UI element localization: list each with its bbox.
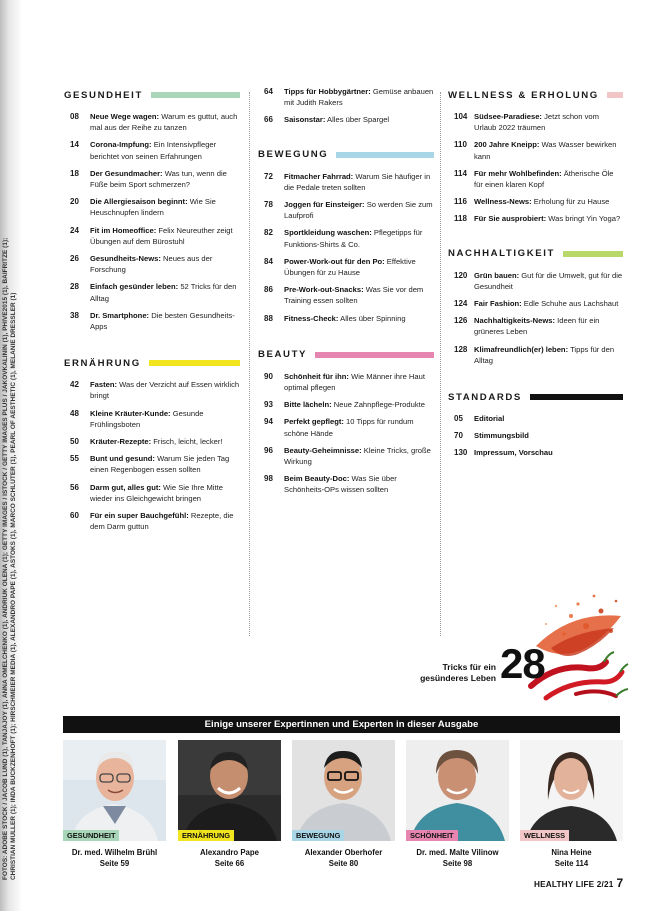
section-gesundheit <box>64 86 240 332</box>
expert-page: Seite 80 <box>328 858 359 868</box>
toc-entry-text <box>470 270 623 292</box>
toc-entry-title: Beauty-Geheimnisse: <box>284 445 362 455</box>
toc-entry <box>448 344 623 366</box>
expert-photo <box>178 740 281 841</box>
toc-entry-text <box>86 310 240 332</box>
toc-entry-description: Alles über Spinning <box>338 313 406 323</box>
toc-entry-text <box>280 199 434 221</box>
toc-page-number: 78 <box>264 200 273 210</box>
toc-entry-description: Gemüse anbauen mit Judith Rakers <box>284 87 434 108</box>
toc-entry-title: Dr. Smartphone: <box>90 310 150 320</box>
expert-caption <box>520 848 623 869</box>
section-header <box>448 388 623 406</box>
toc-entry <box>258 371 434 393</box>
toc-entry <box>448 111 623 133</box>
toc-entry <box>448 196 623 207</box>
toc-column-left <box>64 86 240 548</box>
column-divider <box>249 92 250 636</box>
toc-entry <box>64 139 240 161</box>
toc-entry-title: Einfach gesünder leben: <box>90 282 179 292</box>
toc-entry <box>258 399 434 410</box>
toc-entry-text <box>86 408 240 430</box>
toc-page-number: 90 <box>264 371 273 381</box>
toc-entry-title: Editorial <box>474 414 505 424</box>
toc-page-number: 66 <box>264 115 273 125</box>
toc-entry-description: Wie Sie Heuschnupfen lindern <box>90 197 216 218</box>
toc-entry-text <box>86 168 240 190</box>
toc-entry-description: Edle Schuhe aus Lachshaut <box>521 299 619 309</box>
toc-entry-title: Stimmungsbild <box>474 431 529 441</box>
toc-entry-description: 10 Tipps für rundum schöne Hände <box>284 417 414 438</box>
column-divider <box>440 92 441 636</box>
toc-entry-text <box>86 196 240 218</box>
section-nachhaltigkeit <box>448 245 623 366</box>
toc-entry-text <box>86 281 240 303</box>
toc-entry <box>258 227 434 249</box>
toc-page-number: 116 <box>454 197 467 207</box>
toc-entry <box>448 298 623 309</box>
portrait-illustration <box>178 740 281 841</box>
toc-entry-description: Gesunde Frühlingsboten <box>90 408 204 429</box>
toc-entry-title: Corona-Impfung: <box>90 140 152 150</box>
toc-entry-description: Was Sie über Schönheits-OPs wissen sollten <box>284 474 397 495</box>
toc-entry-description: Kleine Tricks, große Wirkung <box>284 445 431 467</box>
toc-entry <box>64 310 240 332</box>
toc-entry <box>64 168 240 190</box>
toc-entry-text <box>470 196 609 207</box>
toc-entry-description: Gut für die Umwelt, gut für die Gesundheit <box>474 270 623 291</box>
section-garden <box>258 86 434 126</box>
toc-entry-description: Was tun, wenn die Füße beim Sport schmerzen? <box>90 168 227 190</box>
toc-entry-title: Pre-Work-out-Snacks: <box>284 285 364 295</box>
toc-entry-text <box>86 436 223 447</box>
toc-entry-text <box>280 445 434 467</box>
expert-caption <box>406 848 509 869</box>
toc-entry-description: Effektive Übungen für zu Hause <box>284 256 416 278</box>
toc-page-number: 26 <box>70 254 79 264</box>
toc-entry-description: Wie Männer ihre Haut optimal pflegen <box>284 371 425 393</box>
toc-entry <box>258 256 434 278</box>
toc-entry <box>258 86 434 108</box>
toc-column-middle <box>258 86 434 512</box>
toc-entry <box>448 139 623 161</box>
toc-entry-title: Power-Work-out für den Po: <box>284 256 385 266</box>
toc-page-number: 42 <box>70 380 79 390</box>
toc-entry-text <box>86 510 240 532</box>
toc-entry-text <box>86 379 240 401</box>
toc-entry-text <box>470 447 553 458</box>
section-color-bar <box>563 251 623 257</box>
section-color-bar <box>530 394 623 400</box>
toc-page-number: 128 <box>454 344 468 354</box>
toc-entry-text <box>280 473 434 495</box>
toc-entry-text <box>470 139 623 161</box>
toc-entry-text <box>280 284 434 306</box>
section-title: GESUNDHEIT <box>64 89 143 101</box>
toc-page-number: 08 <box>70 112 79 121</box>
page-footer <box>534 876 623 890</box>
toc-entry-description: Was Wasser bewirken kann <box>474 140 617 161</box>
section-color-bar <box>149 360 240 366</box>
portrait-illustration <box>292 740 395 841</box>
expert-card <box>178 740 281 869</box>
toc-entry <box>258 473 434 495</box>
expert-page: Seite 59 <box>99 858 130 868</box>
toc-page-number: 18 <box>70 168 79 178</box>
toc-entry <box>64 453 240 475</box>
toc-entry-description: Neue Zahnpflege-Produkte <box>331 400 425 410</box>
toc-entry <box>64 379 240 401</box>
toc-entry-text <box>470 430 529 441</box>
toc-entry-title: Klimafreundlich(er) leben: <box>474 344 569 354</box>
section-bewegung <box>258 146 434 324</box>
toc-entry-description: Erholung für zu Hause <box>531 197 610 207</box>
toc-page-number: 86 <box>264 285 273 295</box>
toc-entry-description: Was der Verzicht auf Essen wirklich bringt <box>90 380 240 401</box>
expert-photo <box>406 740 509 841</box>
toc-page-number: 70 <box>454 431 463 441</box>
toc-entry-title: Beim Beauty-Doc: <box>284 474 350 484</box>
toc-entry-title: 200 Jahre Kneipp: <box>474 140 540 150</box>
toc-page-number: 120 <box>454 270 468 280</box>
toc-entry-title: Kräuter-Rezepte: <box>90 437 152 447</box>
expert-page: Seite 98 <box>442 858 473 868</box>
toc-entry-text <box>470 298 618 309</box>
toc-entry <box>64 510 240 532</box>
toc-entry-title: Saisonstar: <box>284 115 326 125</box>
toc-entry-description: Ein Intensivpfleger berichtet von seinen Erfahrungen <box>90 140 217 161</box>
section-header <box>258 146 434 164</box>
toc-entry-description: Warum Sie jeden Tag einen Regenbogen essen sollten <box>90 454 230 475</box>
section-header <box>448 245 623 263</box>
toc-page-number: 126 <box>454 316 468 326</box>
toc-entry-text <box>280 416 434 438</box>
toc-entry-title: Für Sie ausprobiert: <box>474 214 547 224</box>
toc-entry <box>258 199 434 221</box>
toc-page-number: 130 <box>454 448 468 458</box>
toc-entry-text <box>86 453 240 475</box>
toc-entry-title: Kleine Kräuter-Kunde: <box>90 408 171 418</box>
toc-entry <box>64 408 240 430</box>
toc-entry-title: Der Gesundmacher: <box>90 168 163 178</box>
toc-page-number: 56 <box>70 482 79 492</box>
toc-entry-title: Grün bauen: <box>474 270 520 280</box>
toc-entry-title: Fit im Homeoffice: <box>90 225 157 235</box>
section-header <box>448 86 623 104</box>
section-title: NACHHALTIGKEIT <box>448 248 555 260</box>
experts-row <box>63 740 623 870</box>
toc-entry <box>448 447 623 458</box>
photo-credits <box>2 120 38 880</box>
toc-page-number: 60 <box>70 511 79 521</box>
toc-entry-title: Darm gut, alles gut: <box>90 482 161 492</box>
toc-entry-text <box>280 371 434 393</box>
toc-entry <box>64 482 240 504</box>
toc-page-number: 28 <box>70 282 79 292</box>
expert-page: Seite 114 <box>554 858 589 868</box>
toc-entry <box>64 253 240 275</box>
expert-name: Alexandro Pape <box>200 848 259 857</box>
expert-card <box>63 740 166 869</box>
toc-entry-description: Ideen für ein grüneres Leben <box>474 316 600 337</box>
toc-entry <box>64 436 240 447</box>
toc-page-number: 20 <box>70 197 79 207</box>
toc-entry-description: Frisch, leicht, lecker! <box>151 437 223 447</box>
section-header <box>64 86 240 104</box>
toc-entry-title: Südsee-Paradiese: <box>474 112 542 121</box>
toc-entry-title: Fasten: <box>90 380 118 390</box>
expert-caption <box>178 848 281 869</box>
expert-category-tag: GESUNDHEIT <box>63 830 119 841</box>
toc-page-number: 93 <box>264 400 273 410</box>
toc-page-number: 104 <box>454 112 468 121</box>
toc-entry <box>258 313 434 324</box>
toc-entry <box>258 416 434 438</box>
toc-entry <box>448 430 623 441</box>
teaser-number: 28 <box>500 640 545 687</box>
expert-photo <box>63 740 166 841</box>
toc-entry-text <box>86 225 240 247</box>
expert-name: Nina Heine <box>551 848 592 857</box>
expert-category-tag: WELLNESS <box>520 830 569 841</box>
toc-entry-title: Fair Fashion: <box>474 299 522 309</box>
section-color-bar <box>151 92 240 98</box>
expert-name: Dr. med. Malte Vilinow <box>416 848 499 857</box>
toc-page-number: 114 <box>454 168 467 178</box>
expert-photo <box>292 740 395 841</box>
expert-card <box>520 740 623 869</box>
teaser-text: Tricks für ein gesünderes Leben <box>420 662 496 683</box>
toc-entry-title: Schönheit für ihn: <box>284 371 349 381</box>
section-standards <box>448 388 623 459</box>
toc-entry-description: Jetzt schon vom Urlaub 2022 träumen <box>474 112 599 133</box>
toc-page-number: 88 <box>264 313 273 323</box>
toc-entry-description: Neues aus der Forschung <box>90 254 213 275</box>
toc-entry-description: Was Sie vor dem Training essen sollten <box>284 285 424 306</box>
toc-entry-title: Tipps für Hobbygärtner: <box>284 87 371 96</box>
toc-entry-title: Die Allergiesaison beginnt: <box>90 197 188 207</box>
expert-card <box>292 740 395 869</box>
section-title: STANDARDS <box>448 391 522 403</box>
section-title: BEWEGUNG <box>258 149 329 161</box>
toc-page-number: 96 <box>264 445 273 455</box>
toc-page-number: 118 <box>454 214 467 224</box>
toc-entry-text <box>86 482 240 504</box>
toc-entry-description: Warum es guttut, auch mal aus der Reihe zu tanzen <box>90 112 238 133</box>
toc-page-number: 24 <box>70 225 79 235</box>
toc-entry <box>448 213 623 224</box>
section-title: ERNÄHRUNG <box>64 357 141 369</box>
toc-entry-description: Warum Sie häufiger in die Pedale treten sollten <box>284 171 431 192</box>
toc-entry-text <box>86 111 240 133</box>
toc-column-right <box>448 86 623 475</box>
portrait-illustration <box>63 740 166 841</box>
expert-name: Alexander Oberhofer <box>304 848 383 857</box>
photo-credits-line-2: CHRISTIAN MÜLLER (1); INDA BUCKZENHÖFT (1); HIRSCHMEIER MEDIA (1), ALEXANDRO PAPE (1), ASTOKS (1), MARCO SCHLÜTER (1), PEARL OF AESTHETIC (1), MELANIE DRESSLER (1) <box>10 292 18 880</box>
toc-entry <box>448 270 623 292</box>
expert-category-tag: ERNÄHRUNG <box>178 830 234 841</box>
toc-page-number: 82 <box>264 228 273 238</box>
toc-page-number: 38 <box>70 310 79 320</box>
toc-entry-title: Gesundheits-News: <box>90 254 161 264</box>
toc-entry-text <box>86 139 240 161</box>
toc-entry-title: Bitte lächeln: <box>284 400 332 410</box>
toc-page-number: 55 <box>70 454 79 464</box>
toc-entry-title: Für ein super Bauchgefühl: <box>90 511 189 521</box>
toc-entry <box>258 114 434 125</box>
toc-entry <box>448 315 623 337</box>
toc-entry <box>64 225 240 247</box>
section-beauty <box>258 346 434 496</box>
toc-entry-title: Sportkleidung waschen: <box>284 228 372 238</box>
toc-entry-text <box>470 168 623 190</box>
toc-entry-description: Tipps für den Alltag <box>474 344 615 365</box>
toc-page-number: 110 <box>454 140 467 150</box>
toc-entry-description: Pflegetipps für Funktions-Shirts & Co. <box>284 228 423 249</box>
toc-entry <box>258 445 434 467</box>
toc-entry <box>448 168 623 190</box>
expert-category-tag: SCHÖNHEIT <box>406 830 458 841</box>
toc-entry-description: Was bringt Yin Yoga? <box>546 214 621 224</box>
toc-entry-description: Rezepte, die dem Darm guttun <box>90 511 234 532</box>
toc-page-number: 72 <box>264 171 273 181</box>
section-ernaehrung <box>64 354 240 532</box>
portrait-illustration <box>520 740 623 841</box>
expert-name: Dr. med. Wilhelm Brühl <box>71 848 158 857</box>
toc-page-number: 14 <box>70 140 79 150</box>
toc-page-number: 64 <box>264 87 273 96</box>
toc-entry <box>64 281 240 303</box>
section-title: WELLNESS & ERHOLUNG <box>448 89 599 101</box>
toc-entry-text <box>470 213 620 224</box>
toc-entry-text <box>280 399 425 410</box>
expert-card <box>406 740 509 869</box>
toc-page-number: 05 <box>454 414 463 424</box>
toc-entry-text <box>280 313 406 324</box>
toc-entry <box>448 413 623 424</box>
toc-entry-title: Fitness-Check: <box>284 313 339 323</box>
section-header <box>258 346 434 364</box>
section-color-bar <box>315 352 434 358</box>
magazine-issue: HEALTHY LIFE 2/21 <box>534 880 614 889</box>
expert-page: Seite 66 <box>214 858 245 868</box>
toc-entry-title: Perfekt gepflegt: <box>284 417 344 427</box>
toc-entry-text <box>280 114 389 125</box>
section-wellness <box>448 86 623 225</box>
expert-caption <box>63 848 166 869</box>
toc-entry-text <box>470 111 623 133</box>
toc-page-number: 84 <box>264 256 273 266</box>
toc-entry <box>64 196 240 218</box>
expert-caption <box>292 848 395 869</box>
toc-entry-text <box>280 86 434 108</box>
portrait-illustration <box>406 740 509 841</box>
toc-entry-description: Alles über Spargel <box>325 115 390 125</box>
section-title: BEAUTY <box>258 349 308 361</box>
section-color-bar <box>607 92 623 98</box>
toc-entry-title: Nachhaltigkeits-News: <box>474 316 556 326</box>
section-color-bar <box>336 152 434 158</box>
toc-entry-title: Joggen für Einsteiger: <box>284 200 365 210</box>
toc-entry <box>258 171 434 193</box>
page-number: 7 <box>616 876 624 890</box>
toc-page-number: 94 <box>264 417 273 427</box>
toc-entry-text <box>86 253 240 275</box>
toc-page-number: 48 <box>70 408 79 418</box>
expert-photo <box>520 740 623 841</box>
photo-credits-line-1: FOTOS: ADOBE STOCK / JACOB LUND (1), TANJAJOY (1), ANNA OMELCHENKO (1), ANDRIUK OLENA (1); GETTY IMAGES / ISTOCK / GETTY IMAGES PLUS / JAKOVKALININ (1), PHIVE2015 (1), BAIFRITZE (1); <box>2 237 9 880</box>
toc-entry-description: Wie Sie Ihre Mitte wieder ins Gleichgewicht bringen <box>90 482 223 503</box>
toc-entry-title: Für mehr Wohlbefinden: <box>474 168 562 178</box>
toc-page-number: 50 <box>70 437 79 447</box>
toc-entry-title: Impressum, Vorschau <box>474 448 553 458</box>
toc-entry <box>258 284 434 306</box>
toc-entry-description: Ätherische Öle für einen klaren Kopf <box>474 168 614 190</box>
toc-entry-description: Die besten Gesundheits-Apps <box>90 310 235 332</box>
expert-category-tag: BEWEGUNG <box>292 830 344 841</box>
section-header <box>64 354 240 372</box>
toc-entry-text <box>280 171 434 193</box>
experts-heading: Einige unserer Expertinnen und Experten in dieser Ausgabe <box>63 716 620 733</box>
toc-entry-text <box>470 344 623 366</box>
toc-entry-title: Neue Wege wagen: <box>90 112 160 121</box>
toc-entry-text <box>470 315 623 337</box>
toc-entry-text <box>280 227 434 249</box>
toc-entry-description: 52 Tricks für den Alltag <box>90 282 237 303</box>
toc-entry-title: Wellness-News: <box>474 197 532 207</box>
toc-entry <box>64 111 240 133</box>
toc-page-number: 98 <box>264 474 273 484</box>
toc-entry-title: Fitmacher Fahrrad: <box>284 171 354 181</box>
toc-page-number: 124 <box>454 299 468 309</box>
toc-entry-title: Bunt und gesund: <box>90 454 155 464</box>
toc-entry-description: Felix Neureuther zeigt Übungen auf dem Bürostuhl <box>90 225 233 246</box>
toc-entry-text <box>470 413 504 424</box>
toc-entry-text <box>280 256 434 278</box>
toc-entry-description: So werden Sie zum Laufprofi <box>284 200 433 221</box>
